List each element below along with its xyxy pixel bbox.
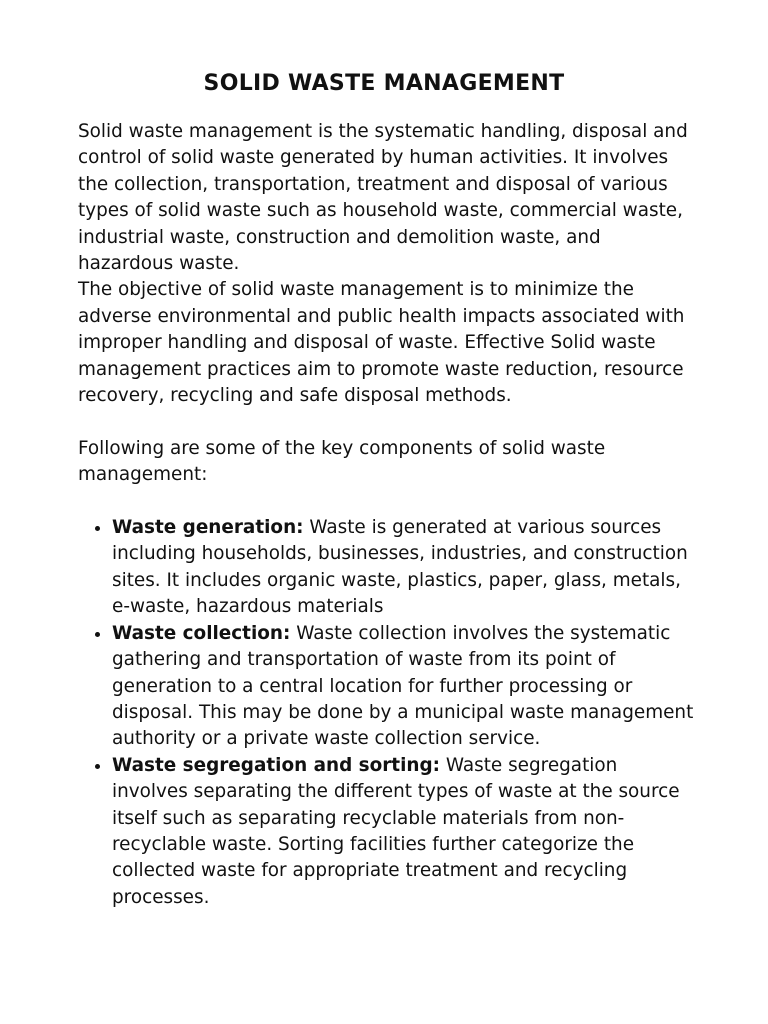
list-item-term: Waste collection: [112, 622, 291, 644]
list-item-text: Waste collection involves the systematic gathering and transportation of waste from its point of generation to a central location for further processing or disposal. This may be done by a municipal waste management authority or a private waste collection service. [112, 622, 694, 750]
document-body [78, 119, 698, 911]
page-title: SOLID WASTE MANAGEMENT [203, 71, 565, 96]
list-item-waste-generation [112, 515, 698, 621]
paragraph-intro: Following are some of the key components of solid waste management: [78, 437, 606, 486]
list-item-term: Waste segregation and sorting: [112, 754, 441, 776]
list-item-text: Waste is generated at various sources including households, businesses, industries, and construction sites. It includes organic waste, plastics, paper, glass, metals, e-waste, hazardous materials [112, 517, 688, 618]
list-item-waste-segregation [112, 753, 698, 911]
paragraph-objective: The objective of solid waste management is to minimize the adverse environmental and public health impacts associated with improper handling and disposal of waste. Effective Solid waste management practices aim to promote waste reduction, resource recovery, recycling and safe disposal methods. [78, 279, 685, 407]
list-item-waste-collection [112, 621, 698, 753]
paragraph-spacer [78, 409, 698, 435]
list-item-text: Waste segregation involves separating the different types of waste at the source itself such as separating recyclable materials from non-recyclable waste. Sorting facilities further categorize the collected waste for appropriate treatment and recycling processes. [112, 754, 680, 908]
list-item-term: Waste generation: [112, 517, 304, 539]
components-list [78, 515, 698, 911]
paragraph-definition: Solid waste management is the systematic handling, disposal and control of solid waste generated by human activities. It involves the collection, transportation, treatment and disposal of various types of solid waste such as household waste, commercial waste, industrial waste, construction and demolition waste, and hazardous waste. [78, 121, 688, 275]
